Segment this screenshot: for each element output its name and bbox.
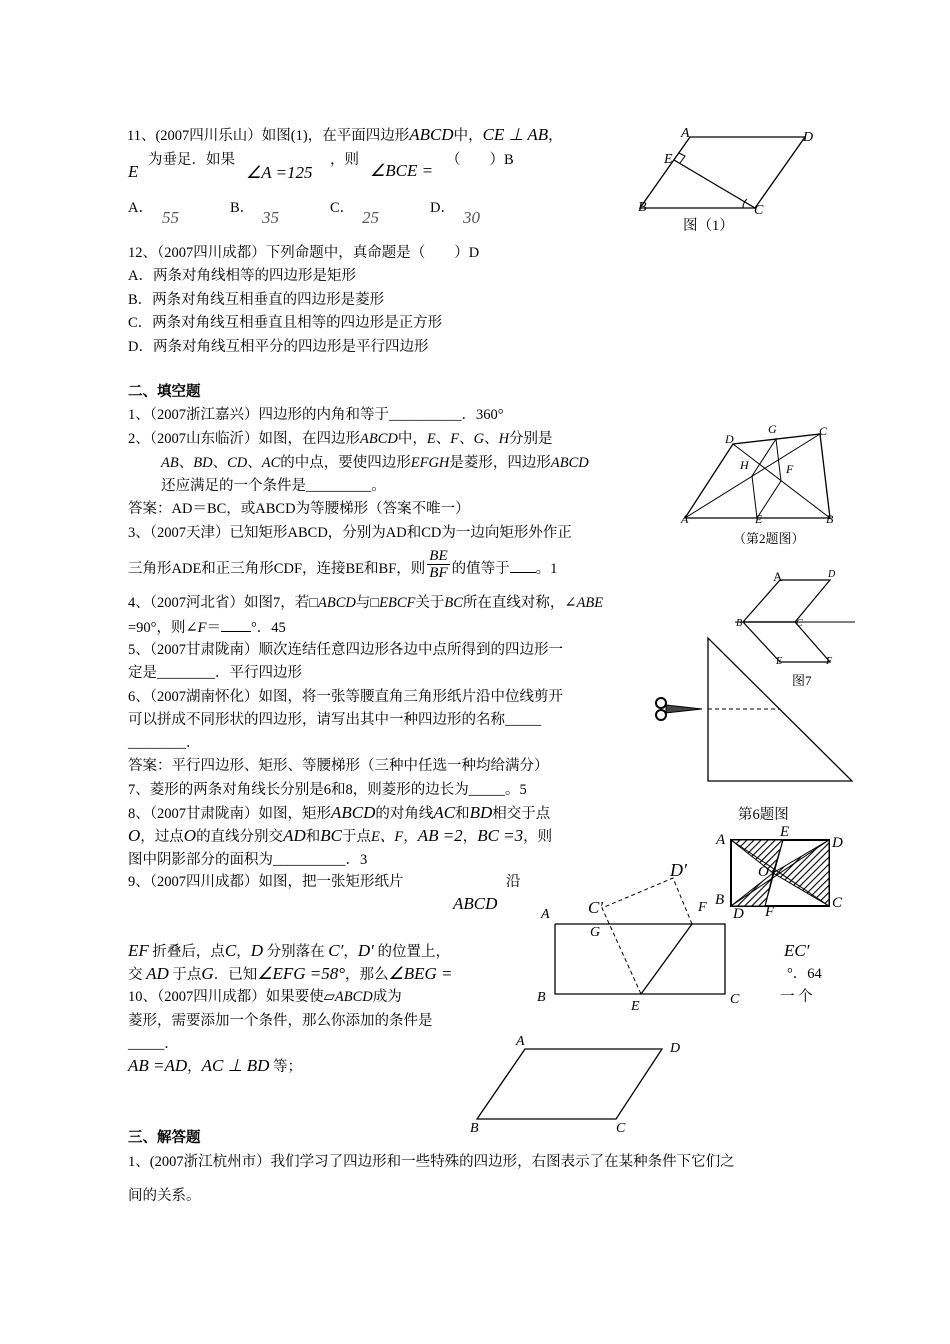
f3-line2: 三角形ADE和正三角形CDF，连接BE和BF，则 $\frac{BE}{BF}$ 的值等于 。1 [128,548,558,582]
f10-answer: AB =AD，AC ⊥ BD 等； [128,1056,302,1075]
f8-label-dd: D [733,906,744,922]
f6-line3: ________． [128,735,201,751]
f3-line1: 3、（2007天津）已知矩形ABCD，分别为AD和CD为一边向矩形外作正 [128,525,572,541]
q12-option-c: C．两条对角线互相垂直且相等的四边形是正方形 [128,315,443,331]
f9-ec-prime: EC′ [784,941,810,960]
f2-label-e: E [755,512,763,526]
f8-label-d: D [832,835,843,851]
f4-blank [221,617,251,632]
f9-line3: EF 折叠后，点C，D 分别落在 C′，D′ 的位置上， [128,941,450,960]
f9-abcd: ABCD [453,894,498,913]
f2-label-f: F [786,462,794,476]
f8-figure [729,836,834,911]
q11-label-b: B [638,200,647,215]
q11-segment-ce [674,160,755,208]
f2-quadrilateral [685,434,830,518]
f2-figure [685,432,835,522]
f4-label-e: E [776,656,783,667]
q12-option-a: A．两条对角线相等的四边形是矩形 [128,268,356,284]
q11-label-a: A [681,126,690,141]
q12-option-b: B．两条对角线互相垂直的四边形是菱形 [128,292,385,308]
q11-label-c: C [754,203,764,218]
q11-opt-a: A． [128,200,153,216]
f10-parallelogram [477,1049,662,1119]
f4-label-b: B [736,618,743,629]
f10-label-b: B [470,1121,479,1136]
f8-label-o: O [758,864,769,880]
section-solution-title: 三、解答题 [128,1130,201,1146]
f10-tail: 一 个 [780,989,813,1005]
f2-label-b: B [826,512,834,526]
f9-label-a: A [541,907,550,922]
f10-figure [475,1045,670,1123]
f9-label-g: G [590,925,601,940]
f4-line1: 4、（2007河北省）如图7，若□ABCD与□EBCF关于BC所在直线对称，∠ABE [128,595,604,611]
f10-label-c: C [616,1121,626,1136]
f8-shaded-right [773,840,829,906]
scissors-icon [656,698,702,720]
q12-stem: 12、（2007四川成都）下列命题中，真命题是（ ）D [128,245,480,261]
q11-label-d: D [803,130,814,145]
f2-label-d: D [725,432,734,446]
f6-figure [652,636,857,786]
f5-line2: 定是________．平行四边形 [128,665,302,681]
q11-chuizu: 为垂足．如果 [148,152,235,168]
f9-label-e: E [631,999,640,1014]
f6-line2: 可以拼成不同形状的四边形，请写出其中一种四边形的名称_____ [128,712,542,728]
f8-label-e: E [780,824,790,840]
f9-line4: 交 AD 于点G．已知∠EFG =58°，那么∠BEG = [128,964,453,983]
f2-efgh [752,439,781,518]
f9-label-d2: D′ [670,860,687,880]
q11-fig-caption: 图（1） [683,218,734,234]
f4-label-f: F [826,656,833,667]
s1-line1: 1、(2007浙江杭州市）我们学习了四边形和一些特殊的四边形，右图表示了在某种条件下它们之 [128,1154,735,1170]
q11-opt-a-val: 55 [162,208,179,227]
f9-figure [555,868,735,998]
f8-label-a: A [716,832,726,848]
s1-line2: 间的关系。 [128,1188,201,1204]
q11-label-e: E [664,152,673,167]
q11-opt-c-val: 25 [362,208,379,227]
f5-line1: 5、（2007甘肃陇南）顺次连结任意四边形各边中点所得到的四边形一 [128,642,563,658]
q11-parallelogram [640,137,805,208]
f10-line2: 菱形，需要添加一个条件，那么你添加的条件是 [128,1013,433,1029]
f2-answer: 答案：AD＝BC，或ABCD为等腰梯形（答案不唯一） [128,501,470,517]
q11-opt-b: B． [230,200,255,216]
q11-e: E [128,162,139,181]
f4-label-a: A [773,569,783,584]
f1-line: 1、（2007浙江嘉兴）四边形的内角和等于__________．360° [128,407,504,423]
q11-opt-b-val: 35 [262,208,279,227]
f6-answer: 答案：平行四边形、矩形、等腰梯形（三种中任选一种均给满分） [128,758,549,774]
f9-folded-part [602,878,692,994]
q11-angle: ∠A =125 [246,163,313,182]
f4-line2: =90°，则∠F＝ °．45 [128,617,286,638]
f9-label-c2: C′ [588,898,604,917]
f2-line1: 2、（2007山东临沂）如图，在四边形ABCD中，E、F、G、H分别是 [128,431,553,447]
f4-fig-caption: 图7 [792,673,812,688]
f10-label-a: A [516,1034,525,1049]
f8-label-f: F [765,904,775,920]
f4-label-d: D [828,569,836,580]
f9-label-b: B [537,990,546,1005]
f2-label-h: H [740,458,749,472]
f10-line1: 10、（2007四川成都）如果要使▱ABCD成为 [128,989,402,1005]
f8-line1: 8、（2007甘肃陇南）如图，矩形ABCD的对角线AC和BD相交于点 [128,803,551,822]
q11-line1: 11、(2007四川乐山）如图(1)，在平面四边形ABCD中，CE ⊥ AB， [127,125,563,144]
f2-label-c: C [819,424,828,438]
section-fill-in-title: 二、填空题 [128,384,201,400]
q11-ze: ，则 [330,152,359,168]
f9-label-c: C [730,992,740,1007]
f2-label-a: A [681,512,689,526]
q11-opt-c: C． [330,200,355,216]
f9-label-f: F [698,900,707,915]
q11-opt-d-val: 30 [463,208,480,227]
f2-line3: 还应满足的一个条件是_________。 [161,478,386,494]
f9-rectangle [555,924,725,994]
f4-parallelogram-abcd [743,580,830,622]
f9-answer: °．64 [787,966,822,982]
f4-label-c: C [796,618,803,629]
f2-line2: AB、BD、CD、AC的中点，要使四边形EFGH是菱形，四边形ABCD [161,455,589,471]
f7-line: 7、菱形的两条对角线长分别是6和8，则菱形的边长为_____。5 [128,782,527,798]
f8-label-c: C [832,895,843,911]
f8-line2: O，过点O的直线分别交AD和BC于点E、F，AB =2，BC =3，则 [128,826,553,845]
f10-label-d: D [670,1041,681,1056]
f10-line3: _____． [128,1036,179,1052]
q11-right-angle-mark [679,153,685,163]
q11-bce: ∠BCE = [370,161,434,180]
f8-label-b: B [715,892,725,908]
q11-paren: （ ）B [446,152,514,168]
f8-line3: 图中阴影部分的面积为__________．3 [128,852,368,868]
f3-blank [510,558,536,573]
f6-line1: 6、（2007湖南怀化）如图，将一张等腰直角三角形纸片沿中位线剪开 [128,689,563,705]
f2-fig-caption: （第2题图） [733,531,805,546]
q12-option-d: D．两条对角线互相平分的四边形是平行四边形 [128,339,429,355]
q11-opt-d: D． [430,200,455,216]
f3-fraction: $\frac{BE}{BF}$ [429,548,448,582]
f2-label-g: G [768,422,777,436]
f9-line1: 9、（2007四川成都）如图，把一张矩形纸片 [128,874,404,890]
f6-fig-caption: 第6题图 [738,807,789,823]
f9-yan: 沿 [506,874,521,890]
f9-fold-ef [641,924,692,994]
